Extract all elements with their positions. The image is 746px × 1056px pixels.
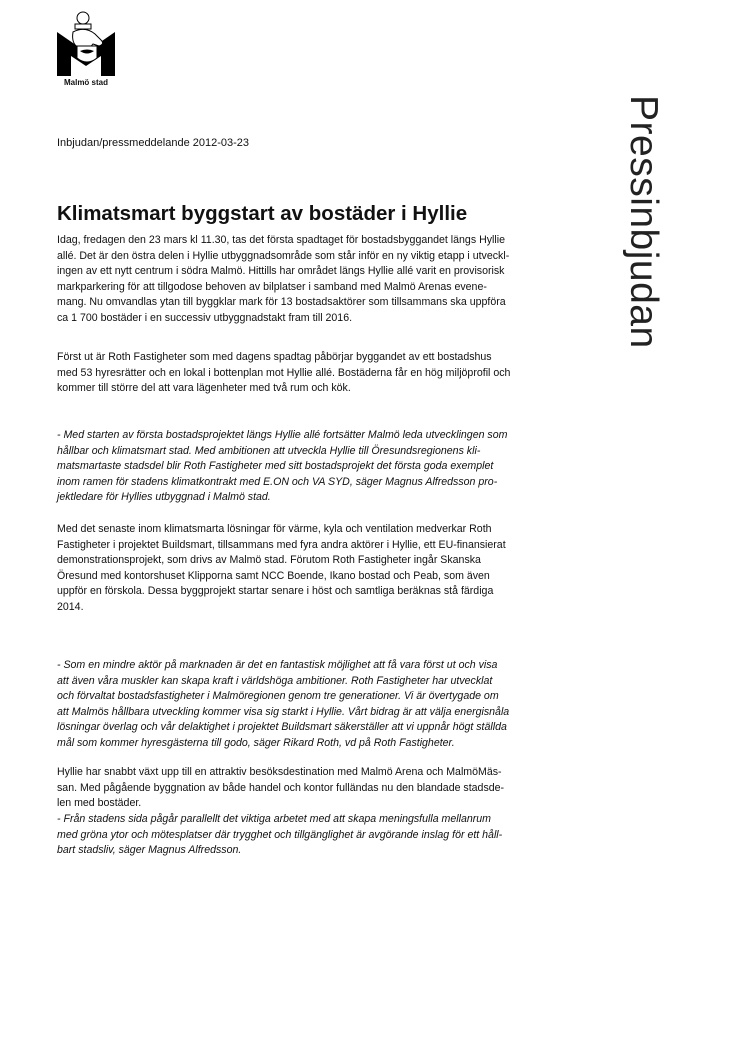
quote-paragraph (57, 812, 577, 859)
paragraph-line: Först ut är Roth Fastigheter som med dagens spadtag påbörjar byggandet av ett bostadshus (57, 351, 492, 363)
paragraph-line: jektledare för Hyllies utbyggnad i Malmö stad. (57, 491, 271, 504)
paragraph-line: mang. Nu omvandlas ytan till byggklar mark för 13 bostadsaktörer som tillsammans ska uppföra (57, 296, 506, 309)
paragraph-line: markparkering för att tillgodose behoven av bilplatser i samband med Malmö Arenas evene- (57, 280, 487, 293)
paragraph-line: att även våra muskler kan skapa kraft i världshöga ambitioner. Roth Fastigheter har utvecklat (57, 674, 493, 687)
paragraph-line: demonstrationsprojekt, som drivs av Malmö stad. Förutom Roth Fastigheter ingår Skanska (57, 554, 481, 567)
paragraph-line: - Från stadens sida pågår parallellt det viktiga arbetet med att skapa meningsfulla mellanrum (57, 813, 491, 825)
paragraph-line: bart stadsliv, säger Magnus Alfredsson. (57, 844, 242, 857)
coat-of-arms-icon (55, 10, 117, 78)
quote-paragraph (57, 428, 577, 506)
paragraph-line: - Som en mindre aktör på marknaden är det en fantastisk möjlighet att få vara först ut och visa (57, 659, 498, 671)
paragraph-line: hållbar och klimatsmart stad. Med ambitionen att utveckla Hyllie till Öresundsregionens kli- (57, 444, 481, 457)
paragraph-line: med gröna ytor och mötesplatser där trygghet och tillgänglighet är avgörande inslag för ett håll- (57, 828, 503, 841)
body-paragraph (57, 233, 577, 327)
vertical-label: Pressinbjudan (622, 95, 665, 349)
paragraph-line: uppför en förskola. Dessa byggprojekt startar senare i höst och samtliga beräknas stå färdiga (57, 585, 494, 598)
paragraph-line: ingen av ett nytt centrum i södra Malmö. Hittills har området längs Hyllie allé varit en provisorisk (57, 265, 505, 278)
paragraph-line: Öresund med kontorshuset Klipporna samt NCC Boende, Ikano bostad och Peab, som även (57, 569, 490, 582)
paragraph-line: Hyllie har snabbt växt upp till en attraktiv besöksdestination med Malmö Arena och MalmöMäs- (57, 766, 502, 778)
date-line: Inbjudan/pressmeddelande 2012-03-23 (57, 137, 250, 149)
page-title: Klimatsmart byggstart av bostäder i Hyllie (57, 202, 468, 225)
paragraph-line: Fastigheter i projektet Buildsmart, tillsammans med fyra andra aktörer i Hyllie, ett EU-finansierat (57, 538, 506, 551)
paragraph-line: 2014. (57, 600, 84, 613)
paragraph-line: len med bostäder. (57, 797, 142, 810)
paragraph-line: allé. Det är den östra delen i Hyllie utbyggnadsområde som står inför en ny viktig etapp i utveckl- (57, 249, 510, 262)
body-paragraph (57, 522, 577, 616)
body-paragraph (57, 350, 577, 397)
malmo-stad-logo (55, 10, 117, 90)
paragraph-line: mål som kommer hyresgästerna till godo, säger Rikard Roth, vd på Roth Fastigheter. (57, 736, 455, 749)
paragraph-line: matsmartaste stadsdel blir Roth Fastigheter med sitt bostadsprojekt det första goda exemplet (57, 460, 494, 473)
paragraph-line: lösningar överlag och vår delaktighet i projektet Buildsmart säkerställer att vi uppnår högt ställda (57, 721, 507, 734)
quote-paragraph (57, 658, 577, 752)
paragraph-line: kommer till större del att vara lägenheter med två rum och kök. (57, 382, 351, 395)
paragraph-line: inom ramen för stadens klimatkontrakt med E.ON och VA SYD, säger Magnus Alfredsson pro- (57, 475, 498, 488)
paragraph-line: Med det senaste inom klimatsmarta lösningar för värme, kyla och ventilation medverkar Roth (57, 523, 492, 535)
paragraph-line: ca 1 700 bostäder i en successiv utbyggnadstakt fram till 2016. (57, 311, 353, 324)
body-paragraph (57, 765, 577, 812)
paragraph-line: och förvaltat bostadsfastigheter i Malmöregionen genom tre generationer. Vi är övertygade om (57, 690, 499, 703)
paragraph-line: Idag, fredagen den 23 mars kl 11.30, tas det första spadtaget för bostadsbyggandet längs Hyllie (57, 234, 505, 246)
paragraph-line: med 53 hyresrätter och en lokal i bottenplan mot Hyllie allé. Bostäderna får en hög miljöprofil och (57, 366, 511, 379)
paragraph-line: - Med starten av första bostadsprojektet längs Hyllie allé fortsätter Malmö leda utvecklingen som (57, 429, 508, 441)
logo-text: Malmö stad (63, 78, 108, 87)
paragraph-line: san. Med pågående byggnation av både handel och kontor fulländas nu den blandade stadsde- (57, 781, 505, 794)
paragraph-line: att Malmös hållbara utveckling kommer visa sig starkt i Hyllie. Vårt bidrag är att välja energisnåla (57, 705, 510, 718)
